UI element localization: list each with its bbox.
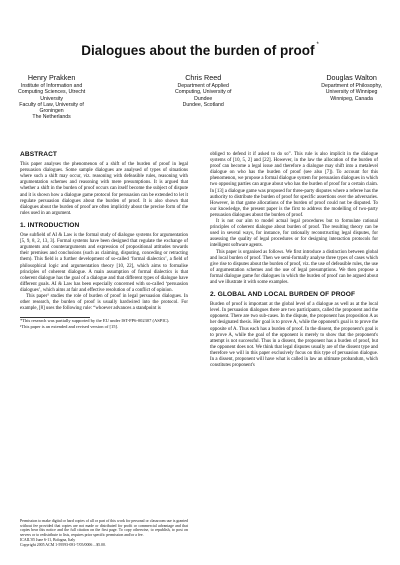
right-column xyxy=(210,152,378,369)
affiliation-line: Dundee, Scotland xyxy=(182,101,224,108)
author-name: Henry Prakken xyxy=(27,73,76,82)
footnote-2: ¹This paper is an extended and revised version of [15]. xyxy=(20,323,119,329)
permission-text: Permission to make digital or hard copies of all or part of this work for personal or classroom use is granted without fee provided that copies are not made or distributed for profit or commercial advantage and that copies bear this notice and the full citation on the first page. To copy otherwise, to republish, to post on servers or to redistribute to lists, requires prior specific permission and/or a fee. xyxy=(20,519,188,538)
affiliation-line: Institute of Information and xyxy=(20,83,83,89)
affiliation-line: The Netherlands xyxy=(32,114,71,121)
title-footnote-mark: * xyxy=(316,42,319,48)
author-name: Chris Reed xyxy=(185,73,222,82)
affiliation-line: Computing Sciences, Utrecht xyxy=(18,89,86,96)
author-reed xyxy=(175,73,232,121)
introduction-heading: 1. INTRODUCTION xyxy=(20,221,80,229)
affiliation-line: Computing, University of xyxy=(174,89,232,96)
affiliation-line: Department of Philosophy, xyxy=(321,83,382,89)
left-column xyxy=(20,152,188,329)
author-block xyxy=(18,73,382,121)
right-paragraph-3: This paper is organised as follows. We first introduce a distinction between global and local burden of proof. Then we semi-formally analyse three types of cases which give rise to disputes about the burden of proof, viz. the use of defeasible rules, the use of argumentation schemes and the use of legal presumptions. We then propose a formal dialogue game for dialogues in which the burden of proof can be argued about and we illustrate it with some examples. xyxy=(210,249,379,285)
permission-notice xyxy=(20,519,188,547)
author-prakken xyxy=(18,73,85,121)
affiliation-line: Groningen xyxy=(39,108,64,115)
copyright-line: Copyright 2005 ACM 1-59593-081-7/05/0006 ...$5.00. xyxy=(20,542,106,547)
author-name: Douglas Walton xyxy=(326,73,377,82)
affiliation-line: Faculty of Law, University of xyxy=(19,101,84,108)
intro-paragraph-1: One subfield of AI & Law is the formal study of dialogue systems for argumentation [5, 9, 8, 2, 13, 3]. Formal systems have been designed that regulate the exchange of arguments and counterarguments and expression of propositional attitudes towards their premises and conclusions (such as claiming, disputing, conceding or retracting them). This field is a further development of so-called ‘formal dialectics’, a field of philosophical logic and argumentation theory [10, 22], which aims to formalise principles of coherent dialogue. A main assumption of formal dialectics is that coherent dialogue has the goal of a dialogue and that different types of dialogue have different goals. AI & Law has been especially concerned with so-called ‘persuasion dialogues’, which aims at fair and effective resolution of a conflict of opinion. xyxy=(20,233,188,293)
footnotes xyxy=(20,318,188,329)
right-paragraph-1: obliged to defend it if asked to do so”. This rule is also implicit in the dialogue systems of [10, 5, 2] and [22]. However, in the law the allocation of the burden of proof can become a legal issue and therefore a dialogue may shift into a metalevel dialogue on who has the burden of proof (see also [7]). To account for this phenomenon, we propose a formal dialogue system for persuasion dialogues in which two opposing parties can argue about who has the burden of proof for a certain claim. In [13] a dialogue game was proposed for three-party disputes where a referee has the authority to distribute the burden of proof for specific assertions over the adversaries. However, in that game allocations of the burden of proof could not be disputed. To our knowledge, the present paper is the first to address the modelling of two-party persuasion dialogues about the burden of proof. xyxy=(210,152,378,218)
paper-title xyxy=(0,43,400,58)
section-2-paragraph-1: Burden of proof is important at the global level of a dialogue as well as at the local level. In persuasion dialogues there are two participants, called the proponent and the opponent. There are two sub-cases. In the dispute, the proponent has proposition A as her designated thesis. Her goal is to prove A, while the opponent's goal is to prove the opposite of A. Thus each has a burden of proof. In the dissent, the proponent's goal is to prove A, while the goal of the opponent is merely to show that the proponent's attempt is not successful. Thus in a dissent, the proponent has a burden of proof, but the opponent does not. We think that legal disputes usually are of the dissent type and therefore we will in this paper exclusively focus on this type of persuasion dialogue. In a dissent, proponent will have what is called in law an ultimate probandum, which constitutes proponent's xyxy=(210,302,378,369)
title-text: Dialogues about the burden of proof xyxy=(81,43,315,58)
abstract-heading: ABSTRACT xyxy=(20,151,58,158)
venue-line: ICAIL'05 June 6-11, Bologna, Italy xyxy=(20,537,76,542)
right-paragraph-2: It is not our aim to model actual legal procedures but to formulate rational principles of coherent dialogue about burden of proof. The resulting theory can be used in several ways, for instance, for rationally reconstructing legal disputes, for assessing the quality of legal procedures or for designing interaction protocols for intelligent software agents. xyxy=(210,219,378,249)
affiliation-line: Department of Applied xyxy=(177,83,229,89)
author-walton xyxy=(321,73,382,121)
abstract-text: This paper analyses the phenomenon of a shift of the burden of proof in legal persuasion dialogues. Some sample dialogues are analysed of types of situations where such a shift may occur, viz. reasoning with defeasible rules, reasoning with argumentation schemes and reasoning with mere presumptions. It is argued that whether a shift in the burden of proof occurs can itself become the subject of dispute and it is shown how a dialogue game protocol for persuasion can be extended to let it regulate persuasion dialogues about the burden of proof. It is also shown that dialogues about the burden of proof are often implicitly about the precise form of the rules used in an argument. xyxy=(20,162,188,216)
affiliation-line: Dundee xyxy=(194,95,213,102)
affiliation-line: University xyxy=(40,95,63,102)
footnote-1: *This research was partially supported by the EU under IST-FP6-002307 (ASPIC). xyxy=(20,318,170,324)
affiliation-line: University of Winnipeg xyxy=(325,89,378,96)
affiliation-line: Winnipeg, Canada xyxy=(330,95,373,102)
intro-paragraph-2: This paper¹ studies the role of burden of proof in legal persuasion dialogues. In other research, the burden of proof is usually hardwired into the protocol. For example, [8] uses the following rule: “whoever advances a standpoint is xyxy=(20,293,188,312)
section-2-heading: 2. GLOBAL AND LOCAL BURDEN OF PROOF xyxy=(210,291,356,299)
